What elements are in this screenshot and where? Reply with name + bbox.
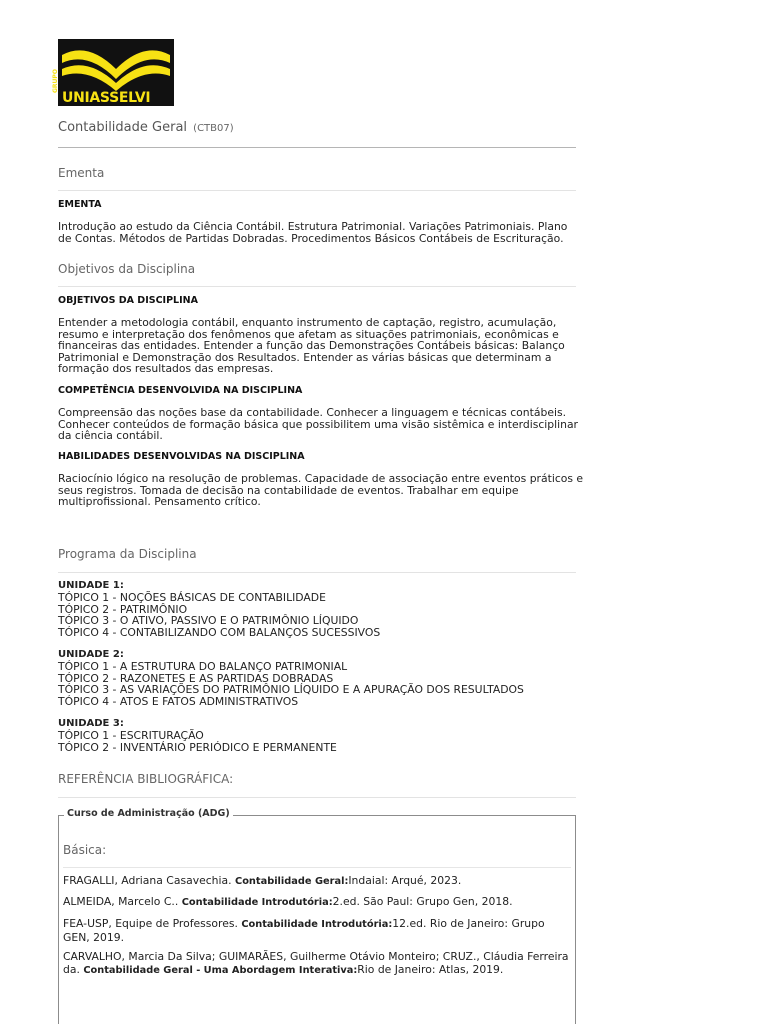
logo-book-icon bbox=[58, 39, 174, 91]
reference-text: Rio de Janeiro: Atlas, 2019. bbox=[357, 962, 504, 976]
habilidades-line: Raciocínio lógico na resolução de problemas. Capacidade de associação entre eventos práticos e bbox=[58, 472, 584, 485]
unit-label: UNIDADE 1: bbox=[58, 580, 124, 591]
course-title bbox=[58, 120, 234, 135]
ementa-line: Introdução ao estudo da Ciência Contábil. Estrutura Patrimonial. Variações Patrimoniais. Plano bbox=[58, 220, 568, 233]
unit-topic: TÓPICO 1 - A ESTRUTURA DO BALANÇO PATRIMONIAL bbox=[58, 659, 348, 673]
reference-text: FRAGALLI, Adriana Casavechia. bbox=[63, 874, 235, 887]
objetivos-line: Entender a metodologia contábil, enquanto instrumento de captação, registro, acumulação, bbox=[58, 316, 557, 329]
reference-text: Indaial: Arqué, 2023. bbox=[348, 874, 462, 887]
unit-topic: TÓPICO 2 - RAZONETES E AS PARTIDAS DOBRADAS bbox=[58, 671, 334, 685]
uniasselvi-logo bbox=[52, 39, 174, 106]
unit-topic: TÓPICO 1 - ESCRITURAÇÃO bbox=[58, 728, 204, 742]
objetivos-line: resumo e interpretação dos fenômenos que afetam as situações patrimoniais, econômicas e bbox=[58, 327, 559, 341]
reference-text: 2.ed. São Paul: Grupo Gen, 2018. bbox=[332, 895, 513, 908]
reference-title: Contabilidade Introdutória: bbox=[181, 897, 333, 908]
logo-group-text: GRUPO bbox=[52, 69, 59, 93]
reference-line bbox=[63, 875, 575, 889]
reference-line bbox=[63, 964, 575, 978]
ementa-text bbox=[58, 221, 580, 244]
reference-line bbox=[63, 932, 575, 945]
reference-text: ALMEIDA, Marcelo C.. bbox=[63, 895, 182, 908]
habilidades-line: multiprofissional. Pensamento crítico. bbox=[58, 495, 261, 509]
title-divider bbox=[58, 147, 576, 148]
unit-label: UNIDADE 3: bbox=[58, 718, 124, 729]
objetivos-line: formação dos resultados das empresas. bbox=[58, 362, 274, 376]
ementa-line: de Contas. Métodos de Partidas Dobradas. Procedimentos Básicos Contábeis de Escrituração. bbox=[58, 231, 564, 245]
basica-label: Básica: bbox=[63, 843, 107, 857]
section-title-referencia: REFERÊNCIA BIBLIOGRÁFICA: bbox=[58, 772, 234, 786]
unit-topic: TÓPICO 3 - O ATIVO, PASSIVO E O PATRIMÔNIO LÍQUIDO bbox=[58, 614, 359, 628]
unit-topic: TÓPICO 4 - CONTABILIZANDO COM BALANÇOS SUCESSIVOS bbox=[58, 626, 381, 640]
unit-topic: TÓPICO 4 - ATOS E FATOS ADMINISTRATIVOS bbox=[58, 695, 299, 709]
objetivos-line: Patrimonial e Demonstração dos Resultados. Entender as várias básicas que determinam a bbox=[58, 350, 552, 364]
competencia-line: Conhecer conteúdos de formação básica que possibilitem uma visão sistêmica e interdisciplinar bbox=[58, 417, 579, 431]
section-divider bbox=[58, 572, 576, 573]
reference-title: Contabilidade Geral: bbox=[235, 876, 349, 887]
section-divider bbox=[58, 190, 576, 191]
unit-topic: TÓPICO 2 - PATRIMÔNIO bbox=[58, 602, 188, 616]
reference-item bbox=[63, 918, 575, 944]
course-name: Contabilidade Geral bbox=[58, 120, 188, 135]
objetivos-line: financeiras das entidades. Entender a função das Demonstrações Contábeis básicas: Balanço bbox=[58, 339, 565, 353]
reference-line bbox=[63, 896, 575, 910]
reference-line bbox=[63, 918, 575, 932]
basica-divider bbox=[63, 867, 571, 868]
reference-title: Contabilidade Geral - Uma Abordagem Interativa: bbox=[83, 964, 358, 976]
reference-text: da. bbox=[63, 962, 84, 976]
unit-topic: TÓPICO 2 - INVENTÁRIO PERIÓDICO E PERMANENTE bbox=[58, 740, 337, 754]
objetivos-heading: OBJETIVOS DA DISCIPLINA bbox=[58, 295, 198, 306]
habilidades-line: seus registros. Tomada de decisão na contabilidade de eventos. Trabalhar em equipe bbox=[58, 483, 519, 497]
section-title-objetivos: Objetivos da Disciplina bbox=[58, 262, 196, 276]
competencia-line: da ciência contábil. bbox=[58, 429, 163, 443]
objetivos-text bbox=[58, 317, 580, 375]
habilidades-text bbox=[58, 472, 584, 509]
unit-2 bbox=[58, 649, 578, 708]
section-divider bbox=[58, 797, 576, 798]
section-title-ementa: Ementa bbox=[58, 166, 105, 180]
unit-1 bbox=[58, 580, 578, 639]
reference-title: Contabilidade Introdutória: bbox=[241, 919, 393, 930]
section-title-programa: Programa da Disciplina bbox=[58, 547, 197, 561]
reference-text: FEA-USP, Equipe de Professores. bbox=[63, 917, 242, 930]
course-code: (CTB07) bbox=[193, 123, 234, 134]
reference-fieldset-legend: Curso de Administração (ADG) bbox=[64, 808, 233, 819]
reference-item bbox=[63, 896, 575, 910]
unit-topic: TÓPICO 1 - NOÇÕES BÁSICAS DE CONTABILIDADE bbox=[58, 590, 326, 604]
competencia-line: Compreensão das noções base da contabilidade. Conhecer a linguagem e técnicas contábeis. bbox=[58, 406, 567, 419]
reference-item bbox=[63, 951, 575, 977]
reference-text: CARVALHO, Marcia Da Silva; GUIMARÃES, Guilherme Otávio Monteiro; CRUZ., Cláudia Ferreira bbox=[63, 950, 569, 963]
section-divider bbox=[58, 286, 576, 287]
competencia-heading: COMPETÊNCIA DESENVOLVIDA NA DISCIPLINA bbox=[58, 385, 303, 396]
unit-3 bbox=[58, 718, 578, 753]
unit-label: UNIDADE 2: bbox=[58, 649, 124, 660]
reference-text: GEN, 2019. bbox=[63, 930, 125, 944]
competencia-text bbox=[58, 407, 580, 442]
unit-topic: TÓPICO 3 - AS VARIAÇÕES DO PATRIMÔNIO LÍQUIDO E A APURAÇÃO DOS RESULTADOS bbox=[58, 683, 524, 697]
logo-brand-text: UNIASSELVI bbox=[62, 90, 151, 106]
ementa-heading: EMENTA bbox=[58, 199, 102, 210]
reference-text: 12.ed. Rio de Janeiro: Grupo bbox=[392, 917, 545, 930]
habilidades-heading: HABILIDADES DESENVOLVIDAS NA DISCIPLINA bbox=[58, 451, 305, 462]
reference-item bbox=[63, 875, 575, 889]
